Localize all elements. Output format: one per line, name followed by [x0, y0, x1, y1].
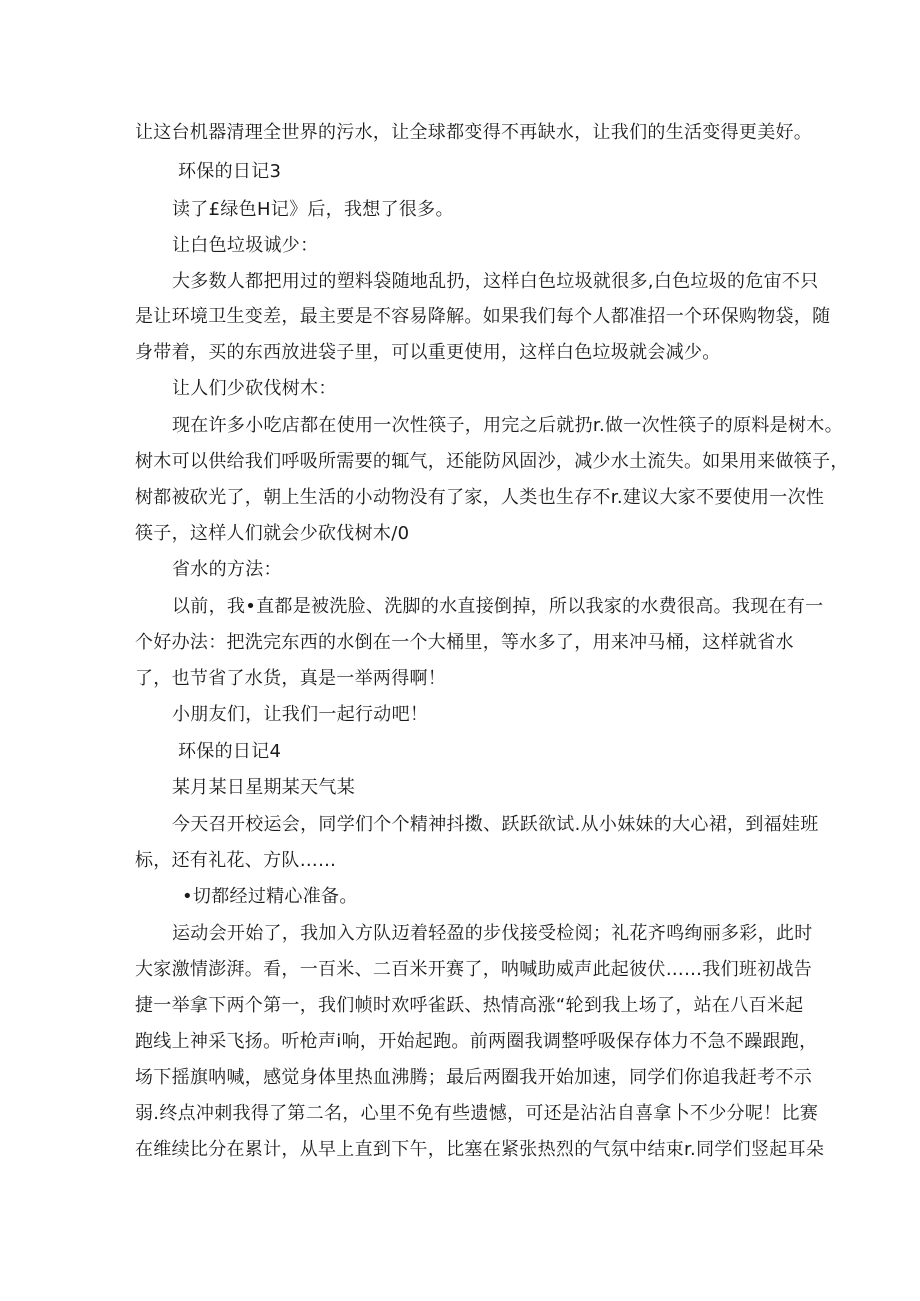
- text-line: •切都经过精心准备。: [182, 886, 358, 907]
- section-heading: 环保的日记3: [178, 161, 282, 182]
- text-line: 弱.终点冲刺我得了第二名，心里不免有些遗憾，可还是沾沾自喜拿卜不少分呢！比赛: [135, 1103, 819, 1124]
- text-line: 现在许多小吃店都在使用一次性筷子，用完之后就扔r.做一次性筷子的原料是树木。: [172, 415, 843, 436]
- text-line: 今天召开校运会，同学们个个精神抖擞、跃跃欲试.从小妹妹的大心裙，到福娃班: [172, 814, 819, 835]
- text-line: 筷子，这样人们就会少砍伐树木/0: [135, 523, 410, 544]
- text-line: 在维续比分在累计，从早上直到下午，比塞在紧张热烈的气氛中结束r.同学们竖起耳朵: [135, 1139, 825, 1160]
- text-line: 让人们少砍伐树木：: [172, 378, 337, 399]
- text-line: 是让环境卫生变差，最主要是不容易降解。如果我们每个人都准招一个环保购物袋，随: [135, 306, 831, 327]
- text-line: 树都被砍光了，朝上生活的小动物没有了家，人类也生存不r.建议大家不要使用一次性: [135, 487, 825, 508]
- text-line: 小朋友们，让我们一起行动吧！: [172, 704, 429, 725]
- text-line: 省水的方法：: [172, 559, 282, 580]
- text-line: 运动会开始了，我加入方队迈着轻盈的步伐接受检阅；礼花齐鸣绚丽多彩，此时: [172, 923, 813, 944]
- text-line: 身带着，买的东西放进袋子里，可以重更使用，这样白色垃圾就会减少。: [135, 342, 721, 363]
- text-line: 大多数人都把用过的塑料袋随地乱扔，这样白色垃圾就很多,白色垃圾的危宙不只: [172, 271, 819, 292]
- text-line: 读了£绿色H记》后，我想了很多。: [172, 199, 454, 220]
- text-line: 了，也节省了水货，真是一举两得啊！: [135, 668, 447, 689]
- text-line: 个好办法：把洗完东西的水倒在一个大桶里，等水多了，用来冲马桶，这样就省水: [135, 632, 794, 653]
- text-line: 树木可以供给我们呼吸所需要的辄气，还能防风固沙，减少水土流失。如果用来做筷子，: [135, 451, 849, 472]
- text-line: 标，还有礼花、方队……: [135, 850, 337, 871]
- text-line: 跑线上神采飞扬。听枪声i响，开始起跑。前两圈我调整呼吸保存体力不急不躁跟跑，: [135, 1031, 818, 1052]
- section-heading: 环保的日记4: [178, 741, 282, 762]
- text-line: 让白色垃圾诚少：: [172, 235, 319, 256]
- text-line: 让这台机器清理全世界的污水，让全球都变得不再缺水，让我们的生活变得更美好。: [135, 122, 813, 143]
- text-line: 以前，我•直都是被洗脸、洗脚的水直接倒掉，所以我家的水费很高。我现在有一: [172, 596, 824, 617]
- text-line: 场下摇旗呐喊，感觉身体里热血沸腾；最后两圈我开始加速，同学们你追我赶考不示: [135, 1067, 813, 1088]
- text-line: 某月某日星期某天气某: [172, 777, 355, 798]
- text-line: 大家激情澎湃。看，一百米、二百米开赛了，呐喊助威声此起彼伏……我们班初战告: [135, 959, 813, 980]
- text-line: 捷一举拿下两个第一，我们帧时欢呼雀跃、热情高涨“轮到我上场了，站在八百米起: [135, 995, 804, 1016]
